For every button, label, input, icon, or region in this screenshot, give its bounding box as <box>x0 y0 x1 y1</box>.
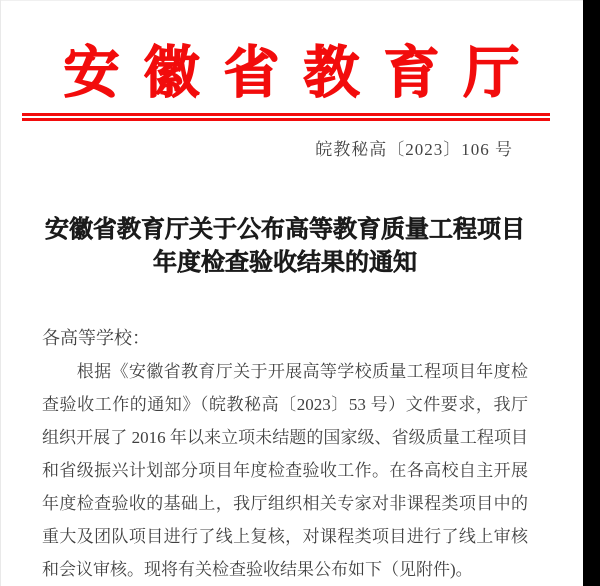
paragraph-line: 和会议审核。现将有关检查验收结果公布如下（见附件)。 <box>42 560 473 579</box>
paragraph-line: 组织开展了 2016 年以来立项未结题的国家级、省级质量工程项目 <box>42 428 528 447</box>
scanner-edge-artifact <box>583 0 600 586</box>
paragraph-line: 和省级振兴计划部分项目年度检查验收工作。在各高校自主开展 <box>42 461 528 480</box>
paragraph-line: 年度检查验收的基础上，我厅组织相关专家对非课程类项目中的 <box>42 494 528 513</box>
agency-letterhead-title <box>0 44 583 104</box>
agency-name-text: 安徽省教育厅 <box>63 43 544 105</box>
paragraph-line: 查验收工作的通知》（皖教秘高〔2023〕53 号）文件要求，我厅 <box>42 395 528 414</box>
notice-title <box>30 214 540 280</box>
notice-title-line1: 安徽省教育厅关于公布高等教育质量工程项目 <box>45 217 525 243</box>
paragraph-line: 根据《安徽省教育厅关于开展高等学校质量工程项目年度检 <box>42 362 528 381</box>
notice-title-line2: 年度检查验收结果的通知 <box>153 250 417 276</box>
paragraph-line: 重大及团队项目进行了线上复核，对课程类项目进行了线上审核 <box>42 527 528 546</box>
letterhead-separator-line <box>22 113 550 121</box>
body-paragraph <box>42 355 528 586</box>
document-reference-number: 皖教秘高〔2023〕106 号 <box>315 140 513 159</box>
salutation: 各高等学校： <box>42 328 150 348</box>
